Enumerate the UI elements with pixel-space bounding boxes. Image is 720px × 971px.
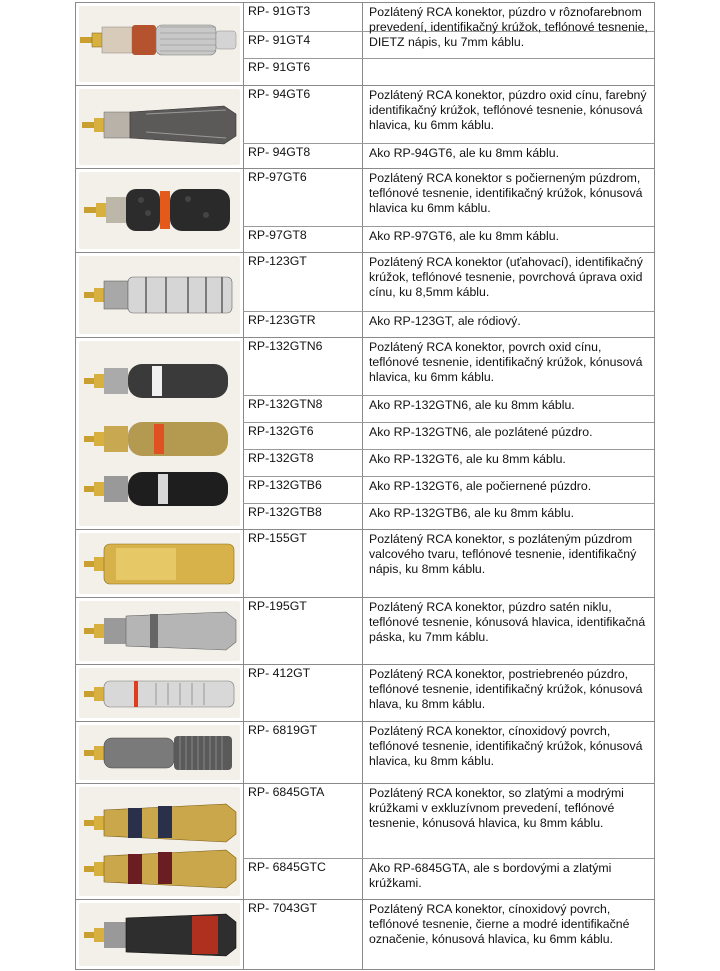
product-code: RP-123GT bbox=[243, 253, 363, 311]
product-code: RP- 94GT8 bbox=[243, 144, 363, 168]
table-row bbox=[243, 900, 654, 969]
group-rows bbox=[243, 169, 654, 252]
table-row bbox=[243, 86, 654, 143]
product-description: Pozlátený RCA konektor, s pozláteným púzdrom valcového tvaru, teflónové tesnenie, identifikačný nápis, ku 8mm káblu. bbox=[369, 532, 637, 576]
group-rows bbox=[243, 784, 654, 899]
table-row bbox=[243, 476, 654, 503]
table-row bbox=[243, 665, 654, 721]
product-group-rp-6845 bbox=[75, 783, 655, 900]
product-code: RP- 6819GT bbox=[243, 722, 363, 783]
product-description: Ako RP-123GT, ale ródiový. bbox=[369, 314, 521, 328]
product-group-rp-132 bbox=[75, 337, 655, 530]
product-code: RP-195GT bbox=[243, 598, 363, 664]
product-code: RP-132GTN8 bbox=[243, 396, 363, 422]
group-rows bbox=[243, 900, 654, 969]
rca-connector-image bbox=[76, 338, 243, 531]
rca-connector-image bbox=[76, 3, 243, 87]
product-code: RP- 6845GTC bbox=[243, 859, 363, 899]
product-description: Pozlátený RCA konektor, cínoxidový povrch, teflónové tesnenie, identifikačný krúžok, kónusová hlavica, ku 8mm káblu. bbox=[369, 724, 643, 768]
product-code: RP- 91GT3 bbox=[243, 3, 363, 31]
table-row bbox=[243, 422, 654, 449]
product-code: RP-132GT6 bbox=[243, 423, 363, 449]
product-description: Pozlátený RCA konektor, púzdro satén niklu, teflónové tesnenie, kónusová hlavica, identifikačná páska, ku 7mm káblu. bbox=[369, 600, 646, 644]
rca-connector-image bbox=[76, 598, 243, 666]
product-description: Pozlátený RCA konektor, púzdro oxid cínu, farebný identifikačný krúžok, teflónové tesnenie, kónusová hlavica, ku 6mm káblu. bbox=[369, 88, 647, 132]
product-description: Ako RP-94GT6, ale ku 8mm káblu. bbox=[369, 146, 559, 160]
product-image-cell bbox=[76, 338, 244, 529]
product-image-cell bbox=[76, 665, 244, 721]
table-row bbox=[243, 338, 654, 395]
group-rows bbox=[243, 86, 654, 168]
product-group-rp-412 bbox=[75, 664, 655, 722]
product-description: Ako RP-132GTN6, ale pozlátené púzdro. bbox=[369, 425, 593, 439]
product-code: RP-132GTN6 bbox=[243, 338, 363, 395]
rca-connector-image bbox=[76, 722, 243, 785]
product-group-rp-155 bbox=[75, 529, 655, 598]
product-description: Pozlátený RCA konektor, povrch oxid cínu, teflónové tesnenie, identifikačný krúžok, kónusová hlavica, ku 6mm káblu. bbox=[369, 340, 643, 384]
product-description: Ako RP-132GT6, ale ku 8mm káblu. bbox=[369, 452, 566, 466]
table-row bbox=[243, 169, 654, 226]
group-rows bbox=[243, 338, 654, 529]
table-row bbox=[243, 143, 654, 168]
product-description: Pozlátený RCA konektor, púzdro v rôznofarebnom prevedení, identifikačný krúžok, teflónové tesnenie, DIETZ nápis, ku 7mm káblu. bbox=[369, 5, 648, 49]
product-description: Ako RP-6845GTA, ale s bordovými a zlatými krúžkami. bbox=[369, 861, 612, 890]
rca-connector-image bbox=[76, 900, 243, 971]
product-code: RP- 91GT6 bbox=[243, 59, 363, 85]
group-rows bbox=[243, 598, 654, 664]
product-description: Ako RP-132GTB6, ale ku 8mm káblu. bbox=[369, 506, 575, 520]
product-code: RP- 94GT6 bbox=[243, 86, 363, 143]
product-image-cell bbox=[76, 900, 244, 969]
product-description: Pozlátený RCA konektor (uťahovací), identifikačný krúžok, teflónové tesnenie, povrchová úprava oxid cínu, ku 8,5mm káblu. bbox=[369, 255, 643, 299]
table-row bbox=[243, 722, 654, 783]
table-row bbox=[243, 311, 654, 337]
product-image-cell bbox=[76, 784, 244, 899]
product-description: Ako RP-132GT6, ale počiernené púzdro. bbox=[369, 479, 592, 493]
table-row bbox=[243, 784, 654, 858]
product-group-rp-7043 bbox=[75, 899, 655, 970]
table-row bbox=[243, 226, 654, 252]
product-code: RP-97GT8 bbox=[243, 227, 363, 252]
group-rows bbox=[243, 722, 654, 783]
rca-connector-image bbox=[76, 169, 243, 254]
table-row bbox=[243, 598, 654, 664]
product-group-rp-123 bbox=[75, 252, 655, 338]
group-rows bbox=[243, 3, 654, 85]
product-group-rp-91 bbox=[75, 2, 655, 86]
product-description: Pozlátený RCA konektor s počierneným púzdrom, teflónové tesnenie, identifikačný krúžok, kónusová hlavica ku 6mm káblu. bbox=[369, 171, 643, 215]
table-row bbox=[243, 449, 654, 476]
product-group-rp-6819 bbox=[75, 721, 655, 784]
product-description: Ako RP-132GTN6, ale ku 8mm káblu. bbox=[369, 398, 575, 412]
group-rows bbox=[243, 530, 654, 597]
product-image-cell bbox=[76, 86, 244, 168]
rca-connector-image bbox=[76, 784, 243, 901]
product-code: RP-123GTR bbox=[243, 312, 363, 337]
product-image-cell bbox=[76, 530, 244, 597]
product-description: Ako RP-97GT6, ale ku 8mm káblu. bbox=[369, 229, 559, 243]
product-description: Pozlátený RCA konektor, postriebrenéo púzdro, teflónové tesnenie, identifikačný krúžok, kónusová hlava, ku 8mm káblu. bbox=[369, 667, 643, 711]
product-description: Pozlátený RCA konektor, cínoxidový povrch, teflónové tesnenie, čierne a modré identifikačné označenie, kónusová hlavica, ku 6mm káblu. bbox=[369, 902, 630, 946]
rca-connector-image bbox=[76, 665, 243, 723]
product-image-cell bbox=[76, 169, 244, 252]
product-catalog-table bbox=[75, 2, 655, 970]
group-rows bbox=[243, 665, 654, 721]
product-code: RP- 6845GTA bbox=[243, 784, 363, 858]
product-image-cell bbox=[76, 598, 244, 664]
product-code: RP- 412GT bbox=[243, 665, 363, 721]
product-group-rp-195 bbox=[75, 597, 655, 665]
product-code: RP- 91GT4 bbox=[243, 32, 363, 58]
product-code: RP- 7043GT bbox=[243, 900, 363, 969]
rca-connector-image bbox=[76, 253, 243, 339]
product-group-rp-97 bbox=[75, 168, 655, 253]
product-code: RP-155GT bbox=[243, 530, 363, 597]
product-code: RP-132GTB8 bbox=[243, 504, 363, 529]
product-image-cell bbox=[76, 722, 244, 783]
table-row bbox=[243, 503, 654, 529]
table-row bbox=[243, 858, 654, 899]
rca-connector-image bbox=[76, 530, 243, 599]
product-code: RP-132GTB6 bbox=[243, 477, 363, 503]
product-group-rp-94 bbox=[75, 85, 655, 169]
product-description: Pozlátený RCA konektor, so zlatými a modrými krúžkami v exkluzívnom prevedení, teflónové tesnenie, kónusová hlavica, ku 8mm káblu. bbox=[369, 786, 624, 830]
table-row bbox=[243, 530, 654, 597]
table-row bbox=[243, 253, 654, 311]
table-row bbox=[243, 395, 654, 422]
group-rows bbox=[243, 253, 654, 337]
product-image-cell bbox=[76, 253, 244, 337]
product-image-cell bbox=[76, 3, 244, 85]
product-code: RP-132GT8 bbox=[243, 450, 363, 476]
product-code: RP-97GT6 bbox=[243, 169, 363, 226]
rca-connector-image bbox=[76, 86, 243, 170]
